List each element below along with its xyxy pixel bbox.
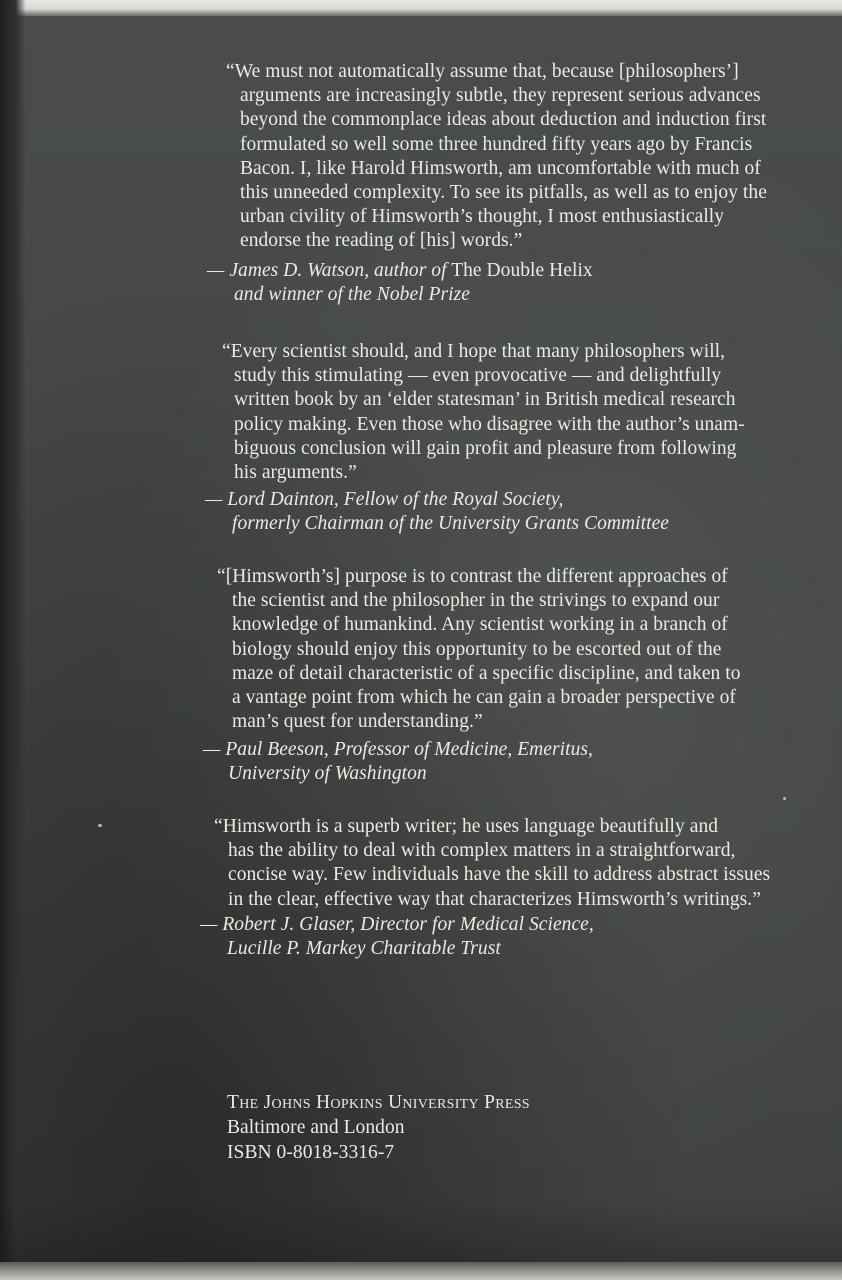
quote-line: urban civility of Himsworth’s thought, I most enthusiastically [240,206,725,228]
attribution-detail: formerly Chairman of the University Grants Committee [232,513,669,535]
quote-line: a vantage point from which he can gain a broader perspective of [232,687,736,709]
attribution-glaser [200,913,594,961]
blurb-watson [226,60,767,254]
attribution-name: — Paul Beeson, Professor of Medicine, Emeritus, [203,739,593,760]
blurb-glaser [214,815,770,912]
attribution-name: — Lord Dainton, Fellow of the Royal Society, [205,489,564,510]
quote-line: formulated so well some three hundred fifty years ago by Francis [240,133,753,155]
cover-spine-edge [0,0,26,1280]
quote-line: policy making. Even those who disagree with the author’s unam- [234,413,745,435]
quote-line: in the clear, effective way that characterizes Himsworth’s writings.” [228,888,761,910]
publisher-location: Baltimore and London [227,1117,405,1138]
dust-speck [783,797,786,800]
quote-line: arguments are increasingly subtle, they represent serious advances [240,85,761,107]
quote-line: written book by an ‘elder statesman’ in British medical research [234,389,736,411]
cover-bottom-edge [0,1262,842,1280]
quote-line: has the ability to deal with complex matters in a straightforward, [228,840,736,862]
cover-top-edge [0,0,842,16]
publisher-block [227,1090,530,1165]
attribution-watson [207,259,593,307]
quote-line: “[Himsworth’s] purpose is to contrast the different approaches of [217,566,728,587]
quote-line: Bacon. I, like Harold Himsworth, am uncomfortable with much of [240,157,761,179]
quote-line: biguous conclusion will gain profit and pleasure from following [234,437,737,459]
quote-line: “Himsworth is a superb writer; he uses language beautifully and [214,816,719,837]
quote-line: “Every scientist should, and I hope that many philosophers will, [222,341,726,362]
attribution-detail: and winner of the Nobel Prize [234,284,470,306]
isbn: ISBN 0-8018-3316-7 [227,1142,395,1163]
quote-line: the scientist and the philosopher in the strivings to expand our [232,590,720,612]
quote-line: beyond the commonplace ideas about deduction and induction first [240,109,767,131]
blurb-dainton [222,340,745,485]
dust-speck [98,824,102,827]
quote-line: study this stimulating — even provocative — and delightfully [234,365,722,387]
attribution-dainton [205,488,669,536]
quote-line: maze of detail characteristic of a specific discipline, and taken to [232,662,741,684]
quote-line: knowledge of humankind. Any scientist working in a branch of [232,614,728,636]
quote-line: “We must not automatically assume that, because [philosophers’] [226,61,739,82]
publisher-name: The Johns Hopkins University Press [227,1092,530,1113]
attribution-detail: University of Washington [228,763,427,785]
quote-line: concise way. Few individuals have the skill to address abstract issues [228,864,771,886]
attribution-name: — Robert J. Glaser, Director for Medical Science, [200,914,594,935]
attribution-book-title: The Double Helix [446,260,593,281]
quote-line: man’s quest for understanding.” [232,711,483,733]
blurb-beeson [217,565,741,734]
quote-line: his arguments.” [234,462,357,484]
quote-line: biology should enjoy this opportunity to be escorted out of the [232,638,722,660]
quote-line: this unneeded complexity. To see its pitfalls, as well as to enjoy the [240,182,767,204]
attribution-beeson [203,738,593,786]
attribution-name: — James D. Watson, author of [207,260,447,281]
quote-line: endorse the reading of [his] words.” [240,230,523,252]
attribution-detail: Lucille P. Markey Charitable Trust [227,938,501,960]
